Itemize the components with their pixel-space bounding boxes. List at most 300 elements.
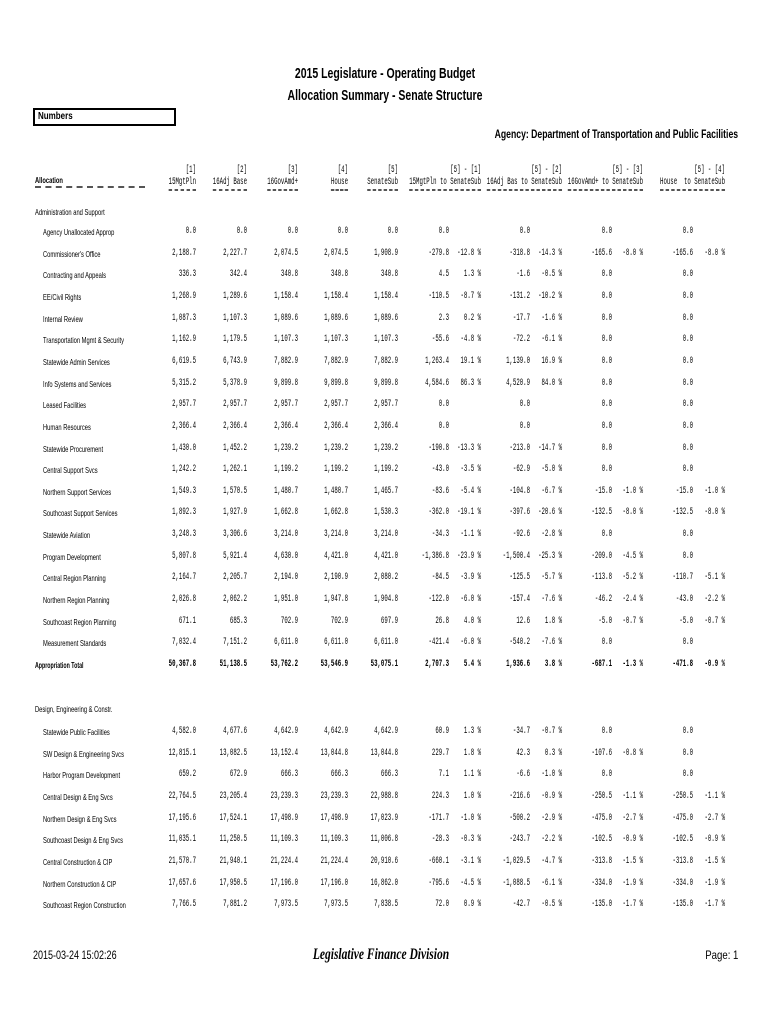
change-value-cell: 0.0 bbox=[601, 290, 612, 302]
amount-cell: 6,743.9 bbox=[223, 355, 247, 367]
amount-cell: 17,196.0 bbox=[270, 877, 298, 889]
change-value-cell: 224.3 bbox=[431, 790, 449, 802]
change-percent-cell: -8.0 % bbox=[704, 507, 725, 519]
change-percent-cell: -2.4 % bbox=[622, 594, 643, 606]
change-percent-cell: -23.9 % bbox=[457, 550, 481, 562]
amount-cell: 2,227.7 bbox=[223, 247, 247, 259]
amount-cell: 1,089.6 bbox=[324, 312, 348, 324]
change-percent-cell: -8.0 % bbox=[622, 507, 643, 519]
amount-cell: 4,421.0 bbox=[324, 550, 348, 562]
change-value-cell: -83.6 bbox=[431, 485, 449, 497]
change-value-cell: -6.6 bbox=[516, 769, 530, 781]
change-percent-cell: -0.5 % bbox=[541, 899, 562, 911]
change-value-cell: 0.0 bbox=[601, 464, 612, 476]
amount-cell: 6,611.0 bbox=[274, 637, 298, 649]
amount-cell: 1,927.9 bbox=[223, 507, 247, 519]
change-percent-cell: -1.0 % bbox=[460, 812, 481, 824]
change-value-cell: -28.3 bbox=[431, 834, 449, 846]
change-percent-cell: 1.3 % bbox=[463, 726, 481, 737]
change-percent-cell: -2.9 % bbox=[541, 812, 562, 824]
change-percent-cell: -6.0 % bbox=[460, 637, 481, 649]
comparison-column-index: [5] - [2] bbox=[531, 165, 562, 176]
amount-cell: 17,196.0 bbox=[320, 877, 348, 889]
change-percent-cell: -3.9 % bbox=[460, 572, 481, 584]
row-label: SW Design & Engineering Svcs bbox=[43, 748, 124, 759]
change-value-cell: 0.0 bbox=[438, 226, 449, 237]
change-value-cell: 0.0 bbox=[682, 529, 693, 541]
change-value-cell: -43.0 bbox=[675, 594, 693, 606]
amount-cell: 1,199.2 bbox=[274, 464, 298, 476]
amount-cell: 20,910.6 bbox=[370, 855, 398, 867]
change-value-cell: 1,936.6 bbox=[506, 659, 530, 670]
row-label: Agency Unallocated Approp bbox=[43, 227, 115, 237]
row-label: Measurement Standards bbox=[43, 638, 107, 649]
table-row bbox=[0, 899, 770, 911]
change-value-cell: -334.0 bbox=[591, 877, 612, 889]
change-value-cell: -132.5 bbox=[591, 507, 612, 519]
amount-cell: 23,205.4 bbox=[219, 790, 247, 802]
change-value-cell: -250.5 bbox=[672, 790, 693, 802]
change-value-cell: -122.0 bbox=[428, 594, 449, 606]
change-percent-cell: 86.3 % bbox=[460, 377, 481, 389]
amount-cell: 11,250.5 bbox=[219, 834, 247, 846]
change-value-cell: 26.8 bbox=[435, 615, 449, 627]
change-percent-cell: -2.8 % bbox=[541, 529, 562, 541]
amount-cell: 17,498.9 bbox=[270, 812, 298, 824]
change-value-cell: -165.6 bbox=[591, 247, 612, 259]
amount-cell: 17,023.9 bbox=[370, 812, 398, 824]
numbers-box bbox=[33, 108, 176, 126]
amount-cell: 50,367.8 bbox=[168, 659, 196, 670]
change-percent-cell: -1.7 % bbox=[622, 899, 643, 911]
comparison-column-name: 16GovAmd+ to SenateSub bbox=[568, 177, 643, 191]
change-percent-cell: -10.2 % bbox=[538, 290, 562, 302]
amount-cell: 2,074.5 bbox=[274, 247, 298, 259]
change-value-cell: 0.0 bbox=[682, 226, 693, 237]
change-value-cell: -500.2 bbox=[509, 812, 530, 824]
amount-cell: 21,570.7 bbox=[168, 855, 196, 867]
change-percent-cell: -13.3 % bbox=[457, 442, 481, 454]
table-row bbox=[0, 291, 770, 303]
row-label: Southcoast Region Construction bbox=[43, 900, 126, 911]
change-percent-cell: -4.7 % bbox=[541, 855, 562, 867]
amount-cell: 4,642.9 bbox=[374, 726, 398, 737]
change-value-cell: 0.0 bbox=[601, 355, 612, 367]
table-row bbox=[0, 813, 770, 825]
change-percent-cell: -3.5 % bbox=[460, 464, 481, 476]
table-row bbox=[0, 616, 770, 628]
change-value-cell: -5.0 bbox=[598, 615, 612, 627]
change-value-cell: -213.0 bbox=[509, 442, 530, 454]
amount-cell: 1,158.4 bbox=[274, 290, 298, 302]
change-value-cell: 0.0 bbox=[438, 420, 449, 432]
amount-cell: 11,109.3 bbox=[320, 834, 348, 846]
column-index: [4] bbox=[337, 165, 348, 176]
amount-cell: 21,224.4 bbox=[320, 855, 348, 867]
change-percent-cell: 1.0 % bbox=[463, 790, 481, 802]
change-value-cell: 0.0 bbox=[601, 637, 612, 649]
amount-cell: 9,899.8 bbox=[274, 377, 298, 389]
table-row bbox=[0, 486, 770, 498]
change-value-cell: -1.6 bbox=[516, 269, 530, 281]
amount-cell: 3,214.0 bbox=[274, 529, 298, 541]
amount-cell: 1,239.2 bbox=[324, 442, 348, 454]
change-value-cell: 42.3 bbox=[516, 747, 530, 759]
amount-cell: 2,080.2 bbox=[374, 572, 398, 584]
change-value-cell: 0.0 bbox=[519, 399, 530, 411]
change-percent-cell: 1.8 % bbox=[544, 615, 562, 627]
amount-cell: 22,764.5 bbox=[168, 790, 196, 802]
table-row bbox=[0, 572, 770, 584]
change-value-cell: 72.0 bbox=[435, 899, 449, 911]
change-value-cell: -110.7 bbox=[672, 572, 693, 584]
amount-cell: 1,662.8 bbox=[324, 507, 348, 519]
change-value-cell: -795.6 bbox=[428, 877, 449, 889]
amount-cell: 17,195.6 bbox=[168, 812, 196, 824]
amount-cell: 17,498.9 bbox=[320, 812, 348, 824]
amount-cell: 2,366.4 bbox=[274, 420, 298, 432]
change-value-cell: -107.6 bbox=[591, 747, 612, 759]
amount-cell: 3,248.3 bbox=[172, 529, 196, 541]
change-value-cell: 0.0 bbox=[682, 637, 693, 649]
row-label: Central Design & Eng Svcs bbox=[43, 791, 113, 802]
amount-cell: 2,366.4 bbox=[374, 420, 398, 432]
amount-cell: 17,950.5 bbox=[219, 877, 247, 889]
amount-cell: 1,951.0 bbox=[274, 594, 298, 606]
amount-cell: 672.9 bbox=[229, 769, 247, 781]
change-percent-cell: -0.9 % bbox=[622, 834, 643, 846]
amount-cell: 2,957.7 bbox=[223, 399, 247, 411]
amount-cell: 1,199.2 bbox=[374, 464, 398, 476]
change-value-cell: -84.5 bbox=[431, 572, 449, 584]
comparison-column-index: [5] - [3] bbox=[612, 165, 643, 176]
amount-cell: 7,882.9 bbox=[324, 355, 348, 367]
table-row bbox=[0, 551, 770, 563]
amount-cell: 1,465.7 bbox=[374, 485, 398, 497]
change-value-cell: -171.7 bbox=[428, 812, 449, 824]
change-percent-cell: 3.8 % bbox=[544, 659, 562, 670]
amount-cell: 1,430.0 bbox=[172, 442, 196, 454]
change-percent-cell: -2.7 % bbox=[622, 812, 643, 824]
change-value-cell: -475.0 bbox=[672, 812, 693, 824]
change-value-cell: 0.0 bbox=[601, 726, 612, 737]
change-value-cell: -34.7 bbox=[512, 726, 530, 737]
report-title: 2015 Legislature - Operating Budget bbox=[294, 65, 476, 82]
change-percent-cell: -7.6 % bbox=[541, 594, 562, 606]
table-row bbox=[0, 356, 770, 368]
change-value-cell: -102.5 bbox=[591, 834, 612, 846]
row-label: Northern Design & Eng Svcs bbox=[43, 813, 117, 824]
amount-cell: 1,480.7 bbox=[274, 485, 298, 497]
amount-cell: 1,549.3 bbox=[172, 485, 196, 497]
table-row bbox=[0, 748, 770, 760]
amount-cell: 4,630.0 bbox=[274, 550, 298, 562]
change-value-cell: 0.0 bbox=[682, 312, 693, 324]
section-title: Design, Engineering & Constr. bbox=[35, 704, 113, 714]
change-value-cell: -5.0 bbox=[679, 615, 693, 627]
change-percent-cell: -0.7 % bbox=[622, 615, 643, 627]
row-label: Southcoast Design & Eng Svcs bbox=[43, 835, 124, 846]
change-percent-cell: -20.6 % bbox=[538, 507, 562, 519]
change-value-cell: -55.6 bbox=[431, 334, 449, 346]
change-percent-cell: -0.9 % bbox=[704, 834, 725, 846]
amount-cell: 1,089.6 bbox=[374, 312, 398, 324]
section-title: Administration and Support bbox=[35, 207, 105, 217]
change-percent-cell: -8.0 % bbox=[704, 247, 725, 259]
change-percent-cell: 0.3 % bbox=[544, 747, 562, 759]
table-row bbox=[0, 226, 770, 238]
row-label: Central Support Svcs bbox=[43, 465, 98, 476]
amount-cell: 53,546.9 bbox=[320, 659, 348, 670]
change-percent-cell: -0.5 % bbox=[541, 269, 562, 281]
change-value-cell: 0.0 bbox=[682, 355, 693, 367]
table-row bbox=[0, 313, 770, 325]
amount-cell: 340.8 bbox=[330, 269, 348, 281]
amount-cell: 3,306.6 bbox=[223, 529, 247, 541]
change-value-cell: -318.8 bbox=[509, 247, 530, 259]
footer-division: Legislative Finance Division bbox=[312, 946, 450, 963]
change-value-cell: -190.8 bbox=[428, 442, 449, 454]
amount-cell: 11,109.3 bbox=[270, 834, 298, 846]
amount-cell: 11,035.1 bbox=[168, 834, 196, 846]
change-percent-cell: 1.1 % bbox=[463, 769, 481, 781]
change-percent-cell: -5.7 % bbox=[541, 572, 562, 584]
change-percent-cell: -1.1 % bbox=[460, 529, 481, 541]
change-value-cell: -313.8 bbox=[591, 855, 612, 867]
change-value-cell: -62.9 bbox=[512, 464, 530, 476]
amount-cell: 13,082.5 bbox=[219, 747, 247, 759]
change-percent-cell: -2.7 % bbox=[704, 812, 725, 824]
amount-cell: 13,044.8 bbox=[320, 747, 348, 759]
change-value-cell: -540.2 bbox=[509, 637, 530, 649]
amount-cell: 1,289.6 bbox=[223, 290, 247, 302]
row-label: Commissioner's Office bbox=[43, 248, 101, 259]
amount-cell: 685.3 bbox=[229, 615, 247, 627]
numbers-box-label: Numbers bbox=[38, 111, 73, 122]
change-value-cell: -72.2 bbox=[512, 334, 530, 346]
column-name: 15MgtPln bbox=[169, 177, 196, 191]
change-percent-cell: -19.1 % bbox=[457, 507, 481, 519]
change-value-cell: 0.0 bbox=[601, 334, 612, 346]
amount-cell: 2,205.7 bbox=[223, 572, 247, 584]
change-percent-cell: -6.1 % bbox=[541, 334, 562, 346]
change-percent-cell: -1.7 % bbox=[704, 899, 725, 911]
table-row bbox=[0, 507, 770, 519]
change-value-cell: 0.0 bbox=[601, 399, 612, 411]
amount-cell: 2,957.7 bbox=[172, 399, 196, 411]
amount-cell: 51,138.5 bbox=[219, 659, 247, 670]
change-value-cell: -1,029.5 bbox=[502, 855, 530, 867]
amount-cell: 0.0 bbox=[337, 226, 348, 237]
change-value-cell: -1,500.4 bbox=[502, 550, 530, 562]
amount-cell: 1,452.2 bbox=[223, 442, 247, 454]
amount-cell: 1,242.2 bbox=[172, 464, 196, 476]
amount-cell: 1,262.1 bbox=[223, 464, 247, 476]
change-percent-cell: -1.6 % bbox=[541, 312, 562, 324]
row-label: Central Construction & CIP bbox=[43, 856, 113, 867]
change-value-cell: -660.1 bbox=[428, 855, 449, 867]
change-value-cell: 0.0 bbox=[601, 529, 612, 541]
amount-cell: 2,074.5 bbox=[324, 247, 348, 259]
row-label: Harbor Program Development bbox=[43, 770, 121, 781]
change-value-cell: -34.3 bbox=[431, 529, 449, 541]
amount-cell: 1,947.8 bbox=[324, 594, 348, 606]
change-value-cell: -334.0 bbox=[672, 877, 693, 889]
change-value-cell: -15.0 bbox=[594, 485, 612, 497]
footer-timestamp: 2015-03-24 15:02:26 bbox=[33, 948, 117, 962]
amount-cell: 2,366.4 bbox=[324, 420, 348, 432]
column-index: [1] bbox=[185, 165, 196, 176]
amount-cell: 0.0 bbox=[236, 226, 247, 237]
change-value-cell: 4,584.6 bbox=[425, 377, 449, 389]
change-percent-cell: 1.3 % bbox=[463, 269, 481, 281]
change-value-cell: 1,139.0 bbox=[506, 355, 530, 367]
change-percent-cell: 16.9 % bbox=[541, 355, 562, 367]
change-value-cell: -135.0 bbox=[591, 899, 612, 911]
change-value-cell: 0.0 bbox=[682, 420, 693, 432]
change-percent-cell: -14.3 % bbox=[538, 247, 562, 259]
amount-cell: 1,239.2 bbox=[274, 442, 298, 454]
amount-cell: 666.3 bbox=[380, 769, 398, 781]
change-value-cell: 1,263.4 bbox=[425, 355, 449, 367]
row-label: Statewide Public Facilities bbox=[43, 727, 110, 737]
amount-cell: 0.0 bbox=[387, 226, 398, 237]
amount-cell: 7,973.5 bbox=[274, 899, 298, 911]
change-value-cell: -43.0 bbox=[431, 464, 449, 476]
table-row bbox=[0, 791, 770, 803]
amount-cell: 16,862.0 bbox=[370, 877, 398, 889]
change-percent-cell: -25.3 % bbox=[538, 550, 562, 562]
change-value-cell: -113.8 bbox=[591, 572, 612, 584]
amount-cell: 7,881.2 bbox=[223, 899, 247, 911]
change-percent-cell: -5.1 % bbox=[704, 572, 725, 584]
amount-cell: 5,378.9 bbox=[223, 377, 247, 389]
change-percent-cell: -1.1 % bbox=[622, 790, 643, 802]
amount-cell: 53,075.1 bbox=[370, 659, 398, 670]
amount-cell: 659.2 bbox=[178, 769, 196, 781]
change-value-cell: 0.0 bbox=[601, 312, 612, 324]
change-percent-cell: -1.0 % bbox=[704, 485, 725, 497]
total-label: Appropriation Total bbox=[35, 660, 84, 670]
column-name: 16GovAmd+ bbox=[267, 177, 298, 191]
change-percent-cell: 0.9 % bbox=[463, 899, 481, 911]
footer-page-number: Page: 1 bbox=[704, 948, 738, 962]
amount-cell: 1,662.8 bbox=[274, 507, 298, 519]
change-percent-cell: -3.1 % bbox=[460, 855, 481, 867]
change-percent-cell: -0.8 % bbox=[622, 747, 643, 759]
change-value-cell: 0.0 bbox=[519, 226, 530, 237]
table-row bbox=[0, 248, 770, 260]
change-value-cell: 7.1 bbox=[438, 769, 449, 781]
table-row bbox=[0, 399, 770, 411]
change-percent-cell: 84.0 % bbox=[541, 377, 562, 389]
row-label: Program Development bbox=[43, 551, 101, 562]
change-percent-cell: -1.0 % bbox=[622, 485, 643, 497]
change-value-cell: 0.0 bbox=[601, 377, 612, 389]
amount-cell: 702.9 bbox=[330, 615, 348, 627]
column-index: [3] bbox=[287, 165, 298, 176]
amount-cell: 13,152.4 bbox=[270, 747, 298, 759]
amount-cell: 4,677.6 bbox=[223, 726, 247, 737]
change-value-cell: 0.0 bbox=[601, 769, 612, 781]
amount-cell: 1,107.3 bbox=[223, 312, 247, 324]
amount-cell: 4,642.9 bbox=[274, 726, 298, 737]
amount-cell: 1,158.4 bbox=[324, 290, 348, 302]
amount-cell: 23,239.3 bbox=[270, 790, 298, 802]
table-row bbox=[0, 726, 770, 738]
row-label: Statewide Admin Services bbox=[43, 356, 110, 367]
change-value-cell: -471.8 bbox=[672, 659, 693, 670]
amount-cell: 7,151.2 bbox=[223, 637, 247, 649]
column-name: 16Adj Base bbox=[213, 177, 247, 191]
change-value-cell: -475.0 bbox=[591, 812, 612, 824]
change-value-cell: -131.2 bbox=[509, 290, 530, 302]
amount-cell: 2,957.7 bbox=[274, 399, 298, 411]
change-value-cell: 0.0 bbox=[682, 747, 693, 759]
total-row bbox=[0, 659, 770, 671]
change-percent-cell: -2.2 % bbox=[704, 594, 725, 606]
change-value-cell: -17.7 bbox=[512, 312, 530, 324]
change-percent-cell: -1.1 % bbox=[704, 790, 725, 802]
change-value-cell: -46.2 bbox=[594, 594, 612, 606]
change-value-cell: -132.5 bbox=[672, 507, 693, 519]
row-label: Northern Region Planning bbox=[43, 595, 110, 606]
amount-cell: 1,162.9 bbox=[172, 334, 196, 346]
table-row bbox=[0, 834, 770, 846]
change-percent-cell: -1.5 % bbox=[622, 855, 643, 867]
change-percent-cell: -7.6 % bbox=[541, 637, 562, 649]
amount-cell: 1,199.2 bbox=[324, 464, 348, 476]
amount-cell: 1,892.3 bbox=[172, 507, 196, 519]
table-row bbox=[0, 878, 770, 890]
change-value-cell: 0.0 bbox=[682, 290, 693, 302]
change-value-cell: 0.0 bbox=[682, 334, 693, 346]
change-value-cell: -92.6 bbox=[512, 529, 530, 541]
change-value-cell: 2.3 bbox=[438, 312, 449, 324]
amount-cell: 666.3 bbox=[280, 769, 298, 781]
change-value-cell: -165.6 bbox=[672, 247, 693, 259]
table-row bbox=[0, 378, 770, 390]
amount-cell: 0.0 bbox=[185, 226, 196, 237]
change-value-cell: -42.7 bbox=[512, 899, 530, 911]
amount-cell: 21,940.1 bbox=[219, 855, 247, 867]
table-row bbox=[0, 421, 770, 433]
change-value-cell: -157.4 bbox=[509, 594, 530, 606]
change-value-cell: -104.8 bbox=[509, 485, 530, 497]
amount-cell: 1,904.8 bbox=[374, 594, 398, 606]
amount-cell: 2,366.4 bbox=[172, 420, 196, 432]
change-value-cell: -313.8 bbox=[672, 855, 693, 867]
amount-cell: 4,582.0 bbox=[172, 726, 196, 737]
amount-cell: 22,988.8 bbox=[370, 790, 398, 802]
amount-cell: 666.3 bbox=[330, 769, 348, 781]
column-index: [5] bbox=[387, 165, 398, 176]
change-value-cell: 0.0 bbox=[682, 464, 693, 476]
change-percent-cell: -1.5 % bbox=[704, 855, 725, 867]
table-row bbox=[0, 594, 770, 606]
table-row bbox=[0, 443, 770, 455]
amount-cell: 53,762.2 bbox=[270, 659, 298, 670]
change-value-cell: -250.5 bbox=[591, 790, 612, 802]
row-label: Internal Review bbox=[43, 313, 83, 324]
amount-cell: 6,619.5 bbox=[172, 355, 196, 367]
change-value-cell: -110.5 bbox=[428, 290, 449, 302]
report-subtitle: Allocation Summary - Senate Structure bbox=[287, 87, 483, 104]
comparison-column-index: [5] - [1] bbox=[450, 165, 481, 176]
change-percent-cell: -5.4 % bbox=[460, 485, 481, 497]
change-value-cell: 0.0 bbox=[601, 226, 612, 237]
table-row bbox=[0, 856, 770, 868]
